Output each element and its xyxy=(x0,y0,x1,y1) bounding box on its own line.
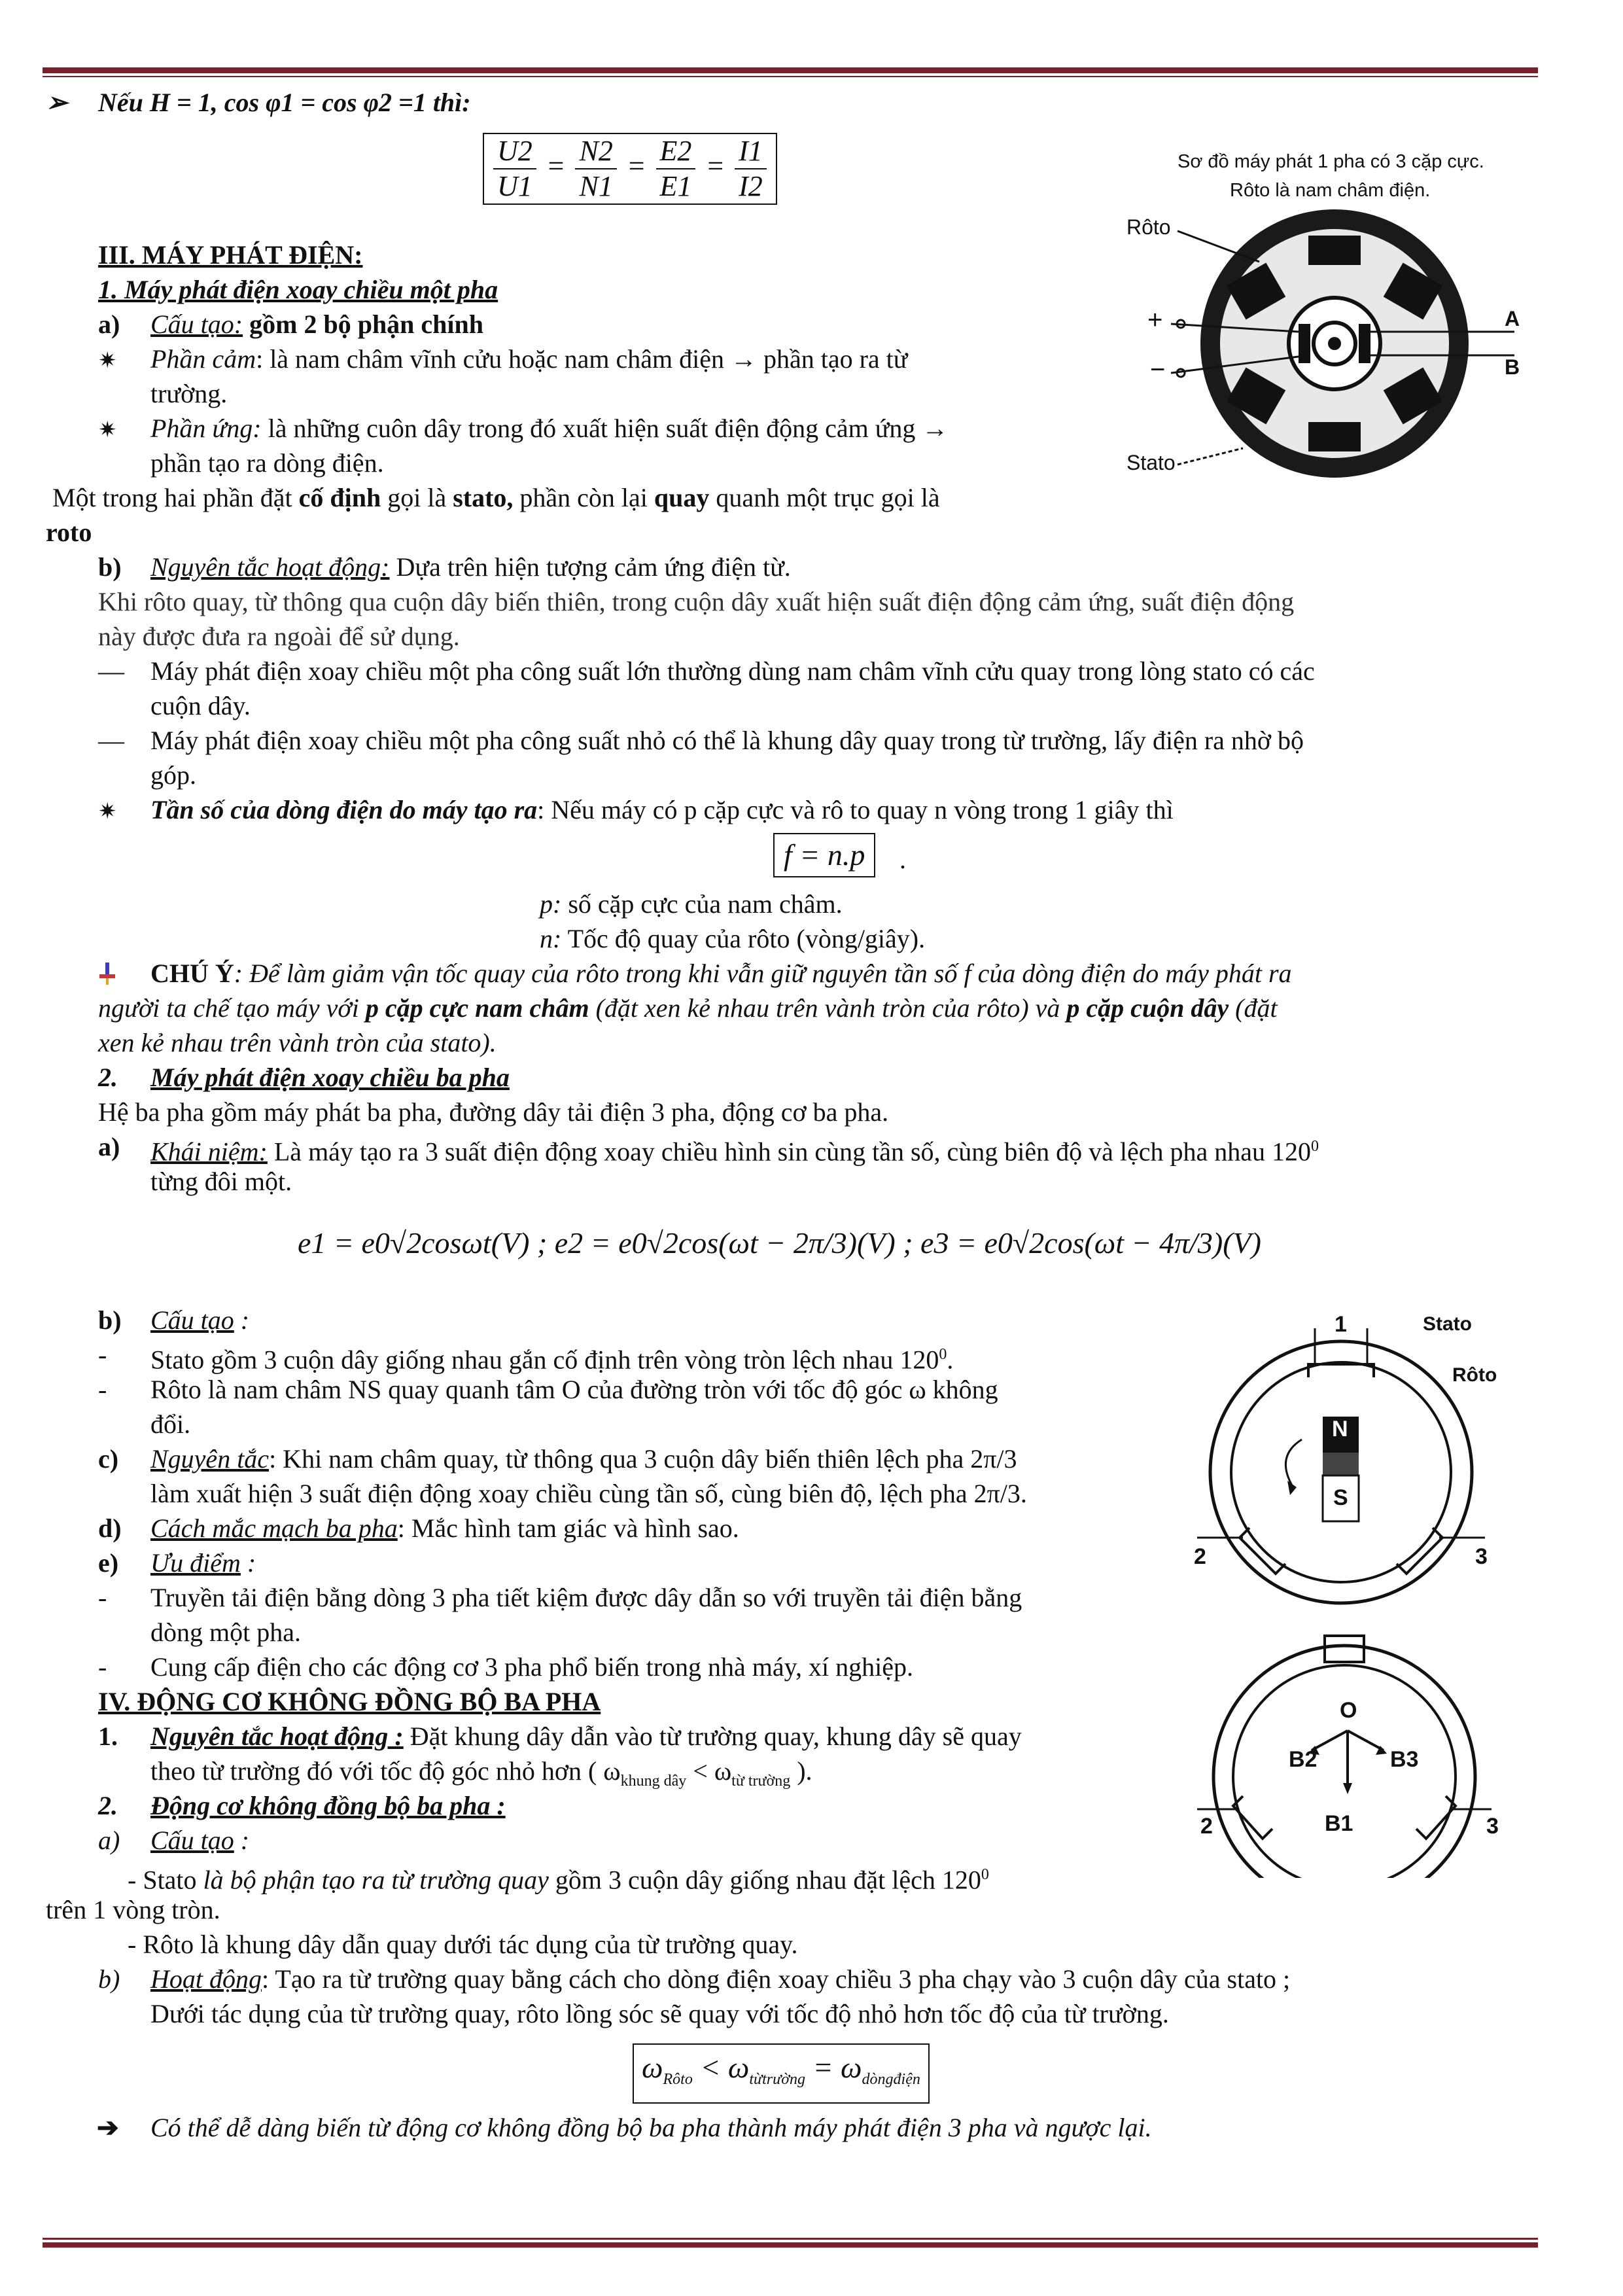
phan-ung-item: ✷ Phần ứng: là những cuôn dây trong đó xuất hiện suất điện động cảm ứng → xyxy=(98,414,949,443)
phan-cam-cont: trường. xyxy=(150,379,228,408)
dash-item-1: — Máy phát điện xoay chiều một pha công suất lớn thường dùng nam châm vĩnh cửu quay trong lòng stato có các xyxy=(98,656,1315,686)
fig1-stato-label: Stato xyxy=(1126,451,1176,474)
phan-cam-item: ✷ Phần cảm: là nam châm vĩnh cửu hoặc nam châm điện → phần tạo ra từ xyxy=(98,344,908,374)
fig1-plus: + xyxy=(1147,306,1163,334)
i1: I1 xyxy=(735,134,767,169)
generator-diagram xyxy=(1119,147,1537,514)
a2-concept-cont: từng đôi một. xyxy=(150,1167,292,1196)
b-principle: b) Nguyên tắc hoạt động: Dựa trên hiện tượng cảm ứng điện từ. xyxy=(98,552,791,582)
asterisk-bullet-icon: ✷ xyxy=(98,418,117,442)
single-phase-generator-figure xyxy=(1119,147,1537,514)
dash-item-2-cont: góp. xyxy=(150,760,196,790)
e2-item-1-cont: dòng một pha. xyxy=(150,1617,301,1647)
c2-principle-cont: làm xuất hiện 3 suất điện động xoay chiều cùng tần số, cùng biên độ, lệch pha 2π/3. xyxy=(150,1479,1027,1508)
fig1-caption-1: Sơ đồ máy phát 1 pha có 3 cặp cực. xyxy=(1178,151,1484,172)
b2-item-1: - Stato gồm 3 cuộn dây giống nhau gắn cố định trên vòng tròn lệch nhau $120^0$. xyxy=(98,1340,954,1375)
b-desc-1: Khi rôto quay, từ thông qua cuộn dây biến thiên, trong cuộn dây xuất hiện suất điện động cảm ứng, suất điện động xyxy=(98,587,1295,616)
fig2-coil-3: 3 xyxy=(1475,1544,1488,1569)
dash-item-1-cont: cuộn dây. xyxy=(150,691,251,720)
fig2-north-pole: N xyxy=(1332,1417,1348,1441)
eq-e3: e3 = e0√2cos(ωt − 4π/3)(V) xyxy=(920,1226,1261,1260)
top-rule-thin xyxy=(43,76,1538,77)
e2: E2 xyxy=(656,134,696,169)
eq-e1: e1 = e0√2cosωt(V) xyxy=(298,1226,530,1260)
rotating-field-figure xyxy=(1184,1616,1518,1878)
frequency-item: ✷ Tần số của dòng điện do máy tạo ra: Nếu máy có p cặp cực và rô to quay n vòng trong 1 giây thì xyxy=(98,795,1174,824)
s4-stato: - Stato là bộ phận tạo ra từ trường quay gồm 3 cuộn dây giống nhau đặt lệch $120^0$ xyxy=(128,1865,989,1895)
note-line-3: xen kẻ nhau trên vành tròn của stato). xyxy=(98,1028,497,1057)
e2-advantages: e) Ưu điểm : xyxy=(98,1548,256,1578)
sub2-heading: 2. Máy phát điện xoay chiều ba pha xyxy=(98,1063,510,1092)
n2: N2 xyxy=(575,134,616,169)
fig1-terminal-b: B xyxy=(1505,355,1520,379)
rotating-field-diagram xyxy=(1184,1616,1518,1878)
pushpin-icon xyxy=(98,959,116,981)
fig2-south-pole: S xyxy=(1333,1485,1348,1510)
note-line-1: CHÚ Ý: Để làm giảm vận tốc quay của rôto trong khi vẫn giữ nguyên tần số f của dòng điện do máy phát ra xyxy=(98,956,116,991)
three-phase-system: Hệ ba pha gồm máy phát ba pha, đường dây tải điện 3 pha, động cơ ba pha. xyxy=(98,1097,889,1127)
b2-item-2: - Rôto là nam châm NS quay quanh tâm O của đường tròn với tốc độ góc ω không xyxy=(98,1375,998,1404)
roto-word: roto xyxy=(46,518,92,547)
three-phase-generator-diagram xyxy=(1178,1312,1518,1613)
fig3-center-o: O xyxy=(1340,1698,1357,1723)
asterisk-bullet-icon: ✷ xyxy=(98,800,117,824)
n-definition: n: Tốc độ quay của rôto (vòng/giây). xyxy=(540,924,926,953)
top-rule xyxy=(43,67,1538,73)
s4-operation: b) Hoạt động: Tạo ra từ trường quay bằng cách cho dòng điện xoay chiều 3 pha chạy vào 3 cuộn dây của stato ; xyxy=(98,1964,1291,1994)
fig3-coil-3: 3 xyxy=(1486,1814,1499,1839)
s4-operation-cont: Dưới tác dụng của từ trường quay, rôto lồng sóc sẽ quay với tốc độ nhỏ hơn tốc độ của từ trường. xyxy=(150,1999,1169,2028)
fig1-roto-label: Rôto xyxy=(1126,215,1171,239)
e2-item-2: - Cung cấp điện cho các động cơ 3 pha phổ biến trong nhà máy, xí nghiệp. xyxy=(98,1652,914,1682)
a-structure: a) Cấu tạo: gồm 2 bộ phận chính xyxy=(98,309,484,339)
eq-e2: e2 = e0√2cos(ωt − 2π/3)(V) xyxy=(554,1226,896,1260)
stato-definition: Một trong hai phần đặt cố định gọi là stato, phần còn lại quay quanh một trục gọi là xyxy=(52,483,940,512)
b-desc-2: này được đưa ra ngoài để sử dụng. xyxy=(98,622,460,651)
emf-equations: e1 = e0√2cosωt(V) ; e2 = e0√2cos(ωt − 2π/3)(V) ; e3 = e0√2cos(ωt − 4π/3)(V) xyxy=(298,1226,1261,1260)
section-3-title: III. MÁY PHÁT ĐIỆN: xyxy=(98,240,363,270)
condition-line: ➢ Nếu H = 1, cos φ1 = cos φ2 =1 thì: xyxy=(98,85,471,120)
bottom-rule-thick xyxy=(43,2242,1538,2248)
fig2-coil-2: 2 xyxy=(1194,1544,1206,1569)
frequency-formula-box: f = n.p xyxy=(773,833,875,877)
fig1-minus: − xyxy=(1150,355,1166,384)
c2-principle: c) Nguyên tắc: Khi nam châm quay, từ thông qua 3 cuộn dây biến thiên lệch pha 2π/3 xyxy=(98,1444,1017,1474)
fig1-terminal-a: A xyxy=(1505,307,1520,330)
b2-structure: b) Cấu tạo : xyxy=(98,1305,250,1335)
ratio-formula-box: $\frac{U2}{U1}$ = $\frac{N2}{N1}$ = $\frac{E2}{E1}$ = $\frac{I1}{I2}$ xyxy=(483,133,777,205)
s4-stato-cont: trên 1 vòng tròn. xyxy=(46,1895,220,1924)
d2-connection: d) Cách mắc mạch ba pha: Mắc hình tam giác và hình sao. xyxy=(98,1513,739,1543)
fig3-coil-2: 2 xyxy=(1200,1814,1213,1839)
note-line-2: người ta chế tạo máy với p cặp cực nam châm (đặt xen kẻ nhau trên vành tròn của rôto) và p cặp cuộn dây (đặt xyxy=(98,993,1278,1023)
p-definition: p: số cặp cực của nam châm. xyxy=(540,889,843,919)
fig2-roto-label: Rôto xyxy=(1452,1364,1497,1386)
asterisk-bullet-icon: ✷ xyxy=(98,349,117,373)
s4-motor-heading: 2. Động cơ không đồng bộ ba pha : xyxy=(98,1791,506,1820)
fig3-b1: B1 xyxy=(1325,1811,1353,1836)
i2: I2 xyxy=(739,170,763,202)
e1: E1 xyxy=(659,170,692,202)
arrow-bullet-icon: ➢ xyxy=(46,88,68,117)
bottom-rule xyxy=(43,2238,1538,2240)
s4-structure: a) Cấu tạo : xyxy=(98,1826,250,1855)
fig3-b2: B2 xyxy=(1289,1747,1318,1772)
section-4-title: IV. ĐỘNG CƠ KHÔNG ĐỒNG BỘ BA PHA xyxy=(98,1687,601,1716)
s4-roto: - Rôto là khung dây dẫn quay dưới tác dụng của từ trường quay. xyxy=(128,1930,798,1959)
fig1-caption-2: Rôto là nam châm điện. xyxy=(1230,180,1431,201)
u1: U1 xyxy=(497,170,532,202)
sub1-heading: 1. Máy phát điện xoay chiều một pha xyxy=(98,275,498,304)
three-phase-generator-figure xyxy=(1178,1312,1518,1613)
u2: U2 xyxy=(493,134,536,169)
arrow-right-icon: ➔ xyxy=(97,2113,119,2142)
dash-item-2: — Máy phát điện xoay chiều một pha công suất nhỏ có thể là khung dây quay trong từ trường, lấy điện ra nhờ bộ xyxy=(98,726,1304,755)
phan-ung-cont: phần tạo ra dòng điện. xyxy=(150,448,384,478)
a2-concept: a) Khái niệm: Là máy tạo ra 3 suất điện động xoay chiều hình sin cùng tần số, cùng biên độ và lệch pha nhau $120^0$ xyxy=(98,1132,1319,1167)
s4-principle-cont: theo từ trường đó với tốc độ góc nhỏ hơn ( $\omega_{khung dây} < \omega_{từ trường}$ ). xyxy=(150,1756,812,1790)
fig2-stato-label: Stato xyxy=(1423,1313,1472,1335)
n1: N1 xyxy=(579,170,613,202)
fig3-b3: B3 xyxy=(1390,1747,1419,1772)
e2-item-1: - Truyền tải điện bằng dòng 3 pha tiết kiệm được dây dẫn so với truyền tải điện bằng xyxy=(98,1583,1022,1612)
fig2-coil-1: 1 xyxy=(1335,1312,1347,1337)
omega-formula-box: $\omega_{Rôto} < \omega_{từtrường} = \omega_{dòngđiện}$ xyxy=(633,2043,930,2104)
s4-principle: 1. Nguyên tắc hoạt động : Đặt khung dây dẫn vào từ trường quay, khung dây sẽ quay xyxy=(98,1722,1022,1751)
b2-item-2-cont: đổi. xyxy=(150,1409,191,1439)
